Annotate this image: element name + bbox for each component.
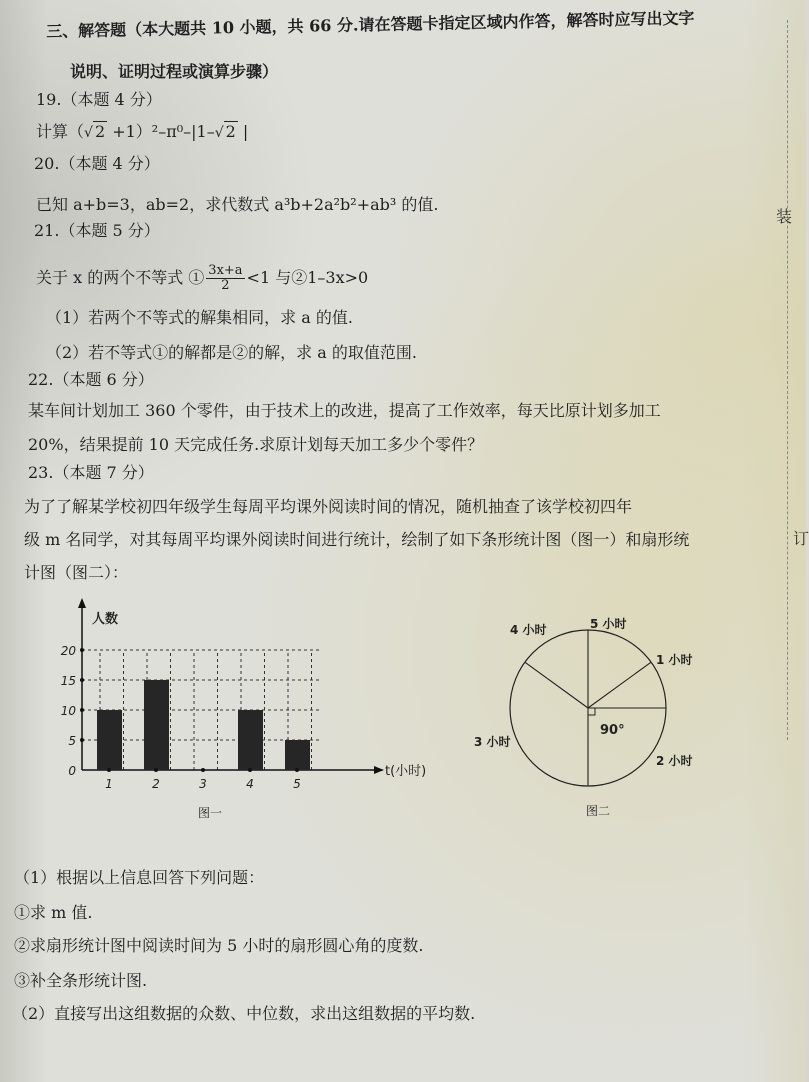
margin-char-bind: 装 xyxy=(776,207,793,226)
q21-fraction xyxy=(206,264,244,293)
x-tick-label: 3 xyxy=(199,777,207,791)
x-tick-label: 5 xyxy=(293,777,301,791)
bar xyxy=(238,710,263,770)
q23-line-3: 计图（图二）： xyxy=(24,563,129,582)
y-tick-label: 15 xyxy=(60,674,76,688)
bar xyxy=(144,680,169,770)
q23-header: 23.（本题 7 分） xyxy=(28,463,154,482)
y-tick-dot xyxy=(80,708,84,712)
x-tick-dot xyxy=(107,768,111,772)
y-tick-label: 20 xyxy=(60,644,76,658)
q23-line-2: 级 m 名同学，对其每周平均课外阅读时间进行统计，绘制了如下条形统计图（图一）和扇形统 xyxy=(24,530,690,549)
q19-expression: 计算（√ 2 +1）²–π⁰–|1–√ 2 | xyxy=(36,122,249,141)
y-tick-label: 5 xyxy=(68,734,76,748)
pie-label: 3 小时 xyxy=(474,735,511,749)
q21-part-1: （1）若两个不等式的解集相同，求 a 的值. xyxy=(46,308,353,327)
pie-chart-caption: 图二 xyxy=(585,804,611,818)
q19-mid: +1）²–π⁰–|1– xyxy=(107,122,215,141)
pie-label: 1 小时 xyxy=(656,653,693,667)
q19-header: 19.（本题 4 分） xyxy=(36,90,162,109)
right-angle-mark xyxy=(588,708,595,715)
q23-item-3: ③补全条形统计图. xyxy=(14,971,148,990)
q19-sqrt-1: 2 xyxy=(94,122,106,141)
x-tick-label: 4 xyxy=(246,777,254,791)
y-tick-dot xyxy=(80,678,84,682)
y-tick-dot xyxy=(80,648,84,652)
q19-end: | xyxy=(237,122,249,141)
x-axis-label: t(小时) xyxy=(385,764,427,779)
section-title-continued: 说明、证明过程或演算步骤） xyxy=(70,62,279,81)
margin-char-staple: 订 xyxy=(793,529,809,548)
q23-sub-2: （2）直接写出这组数据的众数、中位数，求出这组数据的平均数. xyxy=(12,1004,476,1023)
y-tick-label: 10 xyxy=(60,704,76,718)
bar xyxy=(97,710,122,770)
q21-header: 21.（本题 5 分） xyxy=(34,221,160,240)
pie-label: 2 小时 xyxy=(656,754,693,768)
x-tick-label: 2 xyxy=(152,777,160,791)
x-tick-dot xyxy=(295,768,299,772)
q20-text: 已知 a+b=3，ab=2，求代数式 a³b+2a²b²+ab³ 的值. xyxy=(36,195,439,214)
y-tick-label: 0 xyxy=(68,764,76,778)
q22-header: 22.（本题 6 分） xyxy=(28,370,154,389)
q20-header: 20.（本题 4 分） xyxy=(34,154,160,173)
x-tick-dot xyxy=(248,768,252,772)
x-tick-dot xyxy=(154,768,158,772)
pie-label: 5 小时 xyxy=(590,617,627,631)
y-axis-arrow xyxy=(78,598,86,608)
pie-label: 4 小时 xyxy=(510,623,547,637)
pie-slice-boundary xyxy=(588,662,651,708)
x-tick-dot xyxy=(201,768,205,772)
q21-inequalities xyxy=(36,264,368,293)
q22-line-2: 20%，结果提前 10 天完成任务.求原计划每天加工多少个零件？ xyxy=(28,435,484,454)
pie-chart xyxy=(460,605,720,825)
q21-frac-den: 2 xyxy=(221,278,230,293)
q21-part-2: （2）若不等式①的解都是②的解，求 a 的取值范围. xyxy=(46,343,417,362)
angle-annotation: 90° xyxy=(600,723,625,738)
bar-chart-caption: 图一 xyxy=(197,806,223,820)
y-axis-label: 人数 xyxy=(92,612,119,627)
q21-frac-num: 3x+a xyxy=(208,263,243,278)
q23-item-1: ①求 m 值. xyxy=(14,903,93,922)
x-axis-arrow xyxy=(374,766,384,774)
section-title: 三、解答题（本大题共 10 小题，共 66 分.请在答题卡指定区域内作答，解答时应写出文字 xyxy=(46,8,695,41)
q23-item-2: ②求扇形统计图中阅读时间为 5 小时的扇形圆心角的度数. xyxy=(14,936,424,955)
q21-intro: 关于 x 的两个不等式 ① xyxy=(36,268,205,287)
binding-line xyxy=(787,20,788,740)
x-tick-label: 1 xyxy=(105,777,113,791)
bar-chart xyxy=(50,595,427,825)
pie-chart-plot xyxy=(474,616,693,818)
bar-chart-plot xyxy=(61,598,427,820)
q23-line-1: 为了了解某学校初四年级学生每周平均课外阅读时间的情况，随机抽查了该学校初四年 xyxy=(24,497,633,516)
pie-slice-boundary xyxy=(525,662,588,708)
q19-sqrt-2: 2 xyxy=(225,122,236,141)
y-tick-dot xyxy=(80,738,84,742)
q22-line-1: 某车间计划加工 360 个零件，由于技术上的改进，提高了工作效率，每天比原计划多加工 xyxy=(28,401,661,420)
bar xyxy=(285,740,310,770)
q19-prefix: 计算（ xyxy=(36,122,85,141)
q21-after: <1 与②1–3x>0 xyxy=(246,268,369,287)
q23-sub-1: （1）根据以上信息回答下列问题： xyxy=(14,868,265,887)
